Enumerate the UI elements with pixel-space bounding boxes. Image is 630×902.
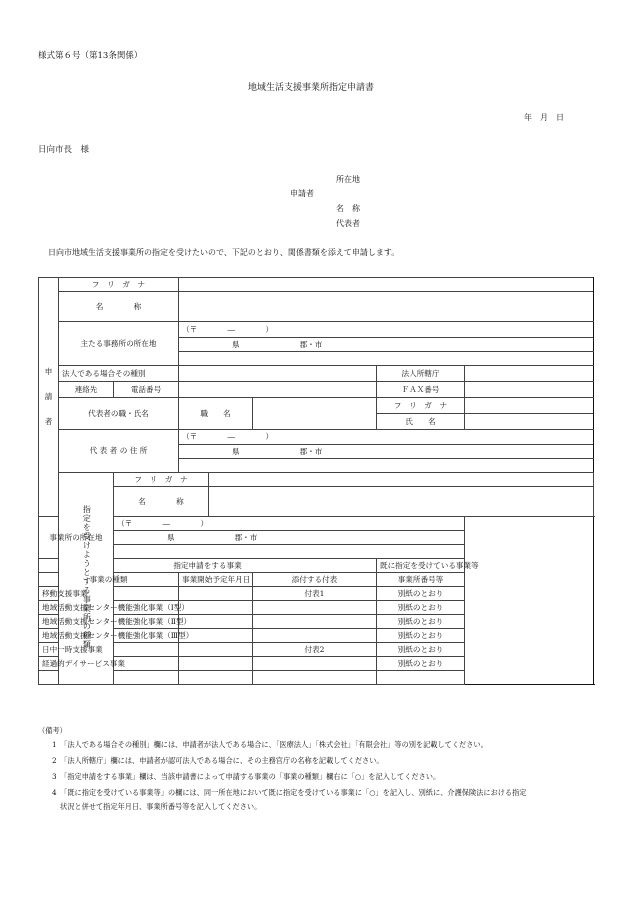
office-city-label: 郡・市 xyxy=(234,532,258,542)
intro-text: 日向市地域生活支援事業所の指定を受けたいので、下記のとおり、関係書類を添えて申請します。 xyxy=(48,248,400,257)
table-row xyxy=(39,601,594,615)
business-type: 経過的デイサービス事業 xyxy=(39,657,179,671)
table-row xyxy=(39,615,594,629)
number-cell: 別紙のとおり xyxy=(377,657,465,671)
corp-type-input[interactable] xyxy=(179,366,377,382)
rep-furigana-label: フ リ ガ ナ xyxy=(377,398,465,414)
note-item: 4 「既に指定を受けている事業等」の欄には、同一所在地において既に指定を受けている事業に「○」を記入し、別紙に、介護保険法における指定 xyxy=(52,788,527,797)
number-cell: 別紙のとおり xyxy=(377,643,465,657)
fax-input[interactable] xyxy=(465,382,594,398)
note-item: 3 「指定申請をする事業」欄は、当該申請書によって申請する事業の「事業の種類」欄右に「○」を記入してください。 xyxy=(52,772,441,781)
attach-cell xyxy=(253,657,377,671)
table-row xyxy=(39,657,594,671)
business-type: 地域活動支援センター機能強化事業（Ⅰ型） xyxy=(39,601,179,615)
attach-cell: 付表1 xyxy=(253,587,377,601)
business-name-label: 名 称 xyxy=(114,487,209,517)
office-postal-code-label: （〒 ― ） xyxy=(117,518,209,528)
business-type: 地域活動支援センター機能強化事業（Ⅲ型） xyxy=(39,629,179,643)
office-address-line[interactable] xyxy=(114,531,465,545)
phone-input[interactable] xyxy=(179,382,377,398)
business-furigana-label: フ リ ガ ナ xyxy=(114,473,209,487)
number-cell: 別紙のとおり xyxy=(377,601,465,615)
rep-furigana-input[interactable] xyxy=(465,398,594,414)
main-office-address-line2[interactable] xyxy=(179,352,594,366)
col-start-header: 事業開始予定年月日 xyxy=(179,573,253,587)
business-side-label: 指定を受けようとする事業所の種類 xyxy=(59,473,114,685)
prefecture-label: 県 xyxy=(232,339,240,349)
note-item: 2 「法人所轄庁」欄には、申請者が認可法人である場合に、その主務官庁の名称を記載してください。 xyxy=(52,756,384,765)
rep-address-label: 代 表 者 の 住 所 xyxy=(59,430,179,473)
rep-prefecture-label: 県 xyxy=(232,446,240,456)
office-address-line2[interactable] xyxy=(114,545,465,559)
applicant-label: 申請者 xyxy=(290,189,314,198)
rep-full-name-input[interactable] xyxy=(465,414,594,430)
table-row xyxy=(39,629,594,643)
rep-address-postal[interactable] xyxy=(179,430,594,445)
designation-header: 指定申請をする事業 xyxy=(39,559,377,573)
application-form-table xyxy=(38,277,594,685)
furigana-input[interactable] xyxy=(179,278,594,292)
note-item-continued: 状況と併せて指定年月日、事業所番号等を記入してください。 xyxy=(60,802,262,811)
rep-city-label: 郡・市 xyxy=(299,446,323,456)
name-label: 名 称 xyxy=(59,292,179,322)
rep-title-label: 職 名 xyxy=(179,398,253,430)
rep-full-name-label: 氏 名 xyxy=(377,414,465,430)
main-office-address[interactable] xyxy=(179,338,594,352)
postal-code-label: （〒 ― ） xyxy=(182,324,274,334)
number-cell[interactable] xyxy=(377,671,465,685)
business-type: 日中一時支援事業 xyxy=(39,643,179,657)
attach-cell xyxy=(253,629,377,643)
main-office-label: 主たる事務所の所在地 xyxy=(59,322,179,366)
main-office-postal[interactable] xyxy=(179,322,594,338)
business-furigana-input[interactable] xyxy=(209,473,594,487)
rep-title-input[interactable] xyxy=(253,398,377,430)
number-cell: 別紙のとおり xyxy=(377,615,465,629)
name-input[interactable] xyxy=(179,292,594,322)
date-field[interactable]: 年 月 日 xyxy=(524,113,564,122)
applicant-name-label: 名 称 xyxy=(336,204,360,213)
attach-cell: 付表2 xyxy=(253,643,377,657)
rep-address-line[interactable] xyxy=(179,445,594,459)
existing-header: 既に指定を受けている事業等 xyxy=(377,559,465,573)
start-date-input[interactable] xyxy=(179,601,253,615)
notes-heading: （備考） xyxy=(38,726,67,735)
document-title: 地域生活支援事業所指定申請書 xyxy=(248,83,375,93)
business-type[interactable] xyxy=(39,671,179,685)
number-cell: 別紙のとおり xyxy=(377,587,465,601)
office-location-label: 事業所の所在地 xyxy=(39,517,114,559)
business-type: 地域活動支援センター機能強化事業（Ⅱ型） xyxy=(39,615,179,629)
start-date-input[interactable] xyxy=(179,657,253,671)
applicant-side-label: 申 請 者 xyxy=(39,278,59,517)
office-prefecture-label: 県 xyxy=(167,532,175,542)
col-number-header: 事業所番号等 xyxy=(377,573,465,587)
rep-postal-code-label: （〒 ― ） xyxy=(182,432,274,441)
addressee: 日向市長 様 xyxy=(38,145,90,155)
business-type: 移動支援事業 xyxy=(39,587,179,601)
col-type-header: 事業の種類 xyxy=(39,573,179,587)
corp-authority-input[interactable] xyxy=(465,366,594,382)
start-date-input[interactable] xyxy=(179,671,253,685)
col-attach-header: 添付する付表 xyxy=(253,573,377,587)
office-postal[interactable] xyxy=(114,517,465,531)
contact-label: 連絡先 xyxy=(59,382,114,398)
start-date-input[interactable] xyxy=(179,587,253,601)
corp-authority-label: 法人所轄庁 xyxy=(377,366,465,382)
attach-cell[interactable] xyxy=(253,671,377,685)
fax-label: ＦＡＸ番号 xyxy=(377,382,465,398)
business-name-input[interactable] xyxy=(209,487,594,517)
table-row xyxy=(39,643,594,657)
phone-label: 電話番号 xyxy=(114,382,179,398)
number-cell: 別紙のとおり xyxy=(377,629,465,643)
furigana-label: フ リ ガ ナ xyxy=(59,278,179,292)
applicant-rep-label: 代表者 xyxy=(336,219,360,228)
attach-cell xyxy=(253,615,377,629)
corp-type-label: 法人である場合その種別 xyxy=(59,366,179,382)
city-label: 郡・市 xyxy=(299,339,323,349)
form-number: 様式第６号（第13条関係） xyxy=(38,51,143,61)
table-row xyxy=(39,587,594,601)
attach-cell xyxy=(253,601,377,615)
table-row xyxy=(39,671,594,685)
rep-address-line2[interactable] xyxy=(179,459,594,473)
rep-name-label: 代表者の職・氏名 xyxy=(59,398,179,430)
applicant-location-label: 所在地 xyxy=(336,175,360,184)
note-item: 1 「法人である場合その種別」欄には、申請者が法人である場合に、「医療法人」「株式会社」「有限会社」等の別を記載してください。 xyxy=(52,740,488,749)
start-date-input[interactable] xyxy=(179,643,253,657)
